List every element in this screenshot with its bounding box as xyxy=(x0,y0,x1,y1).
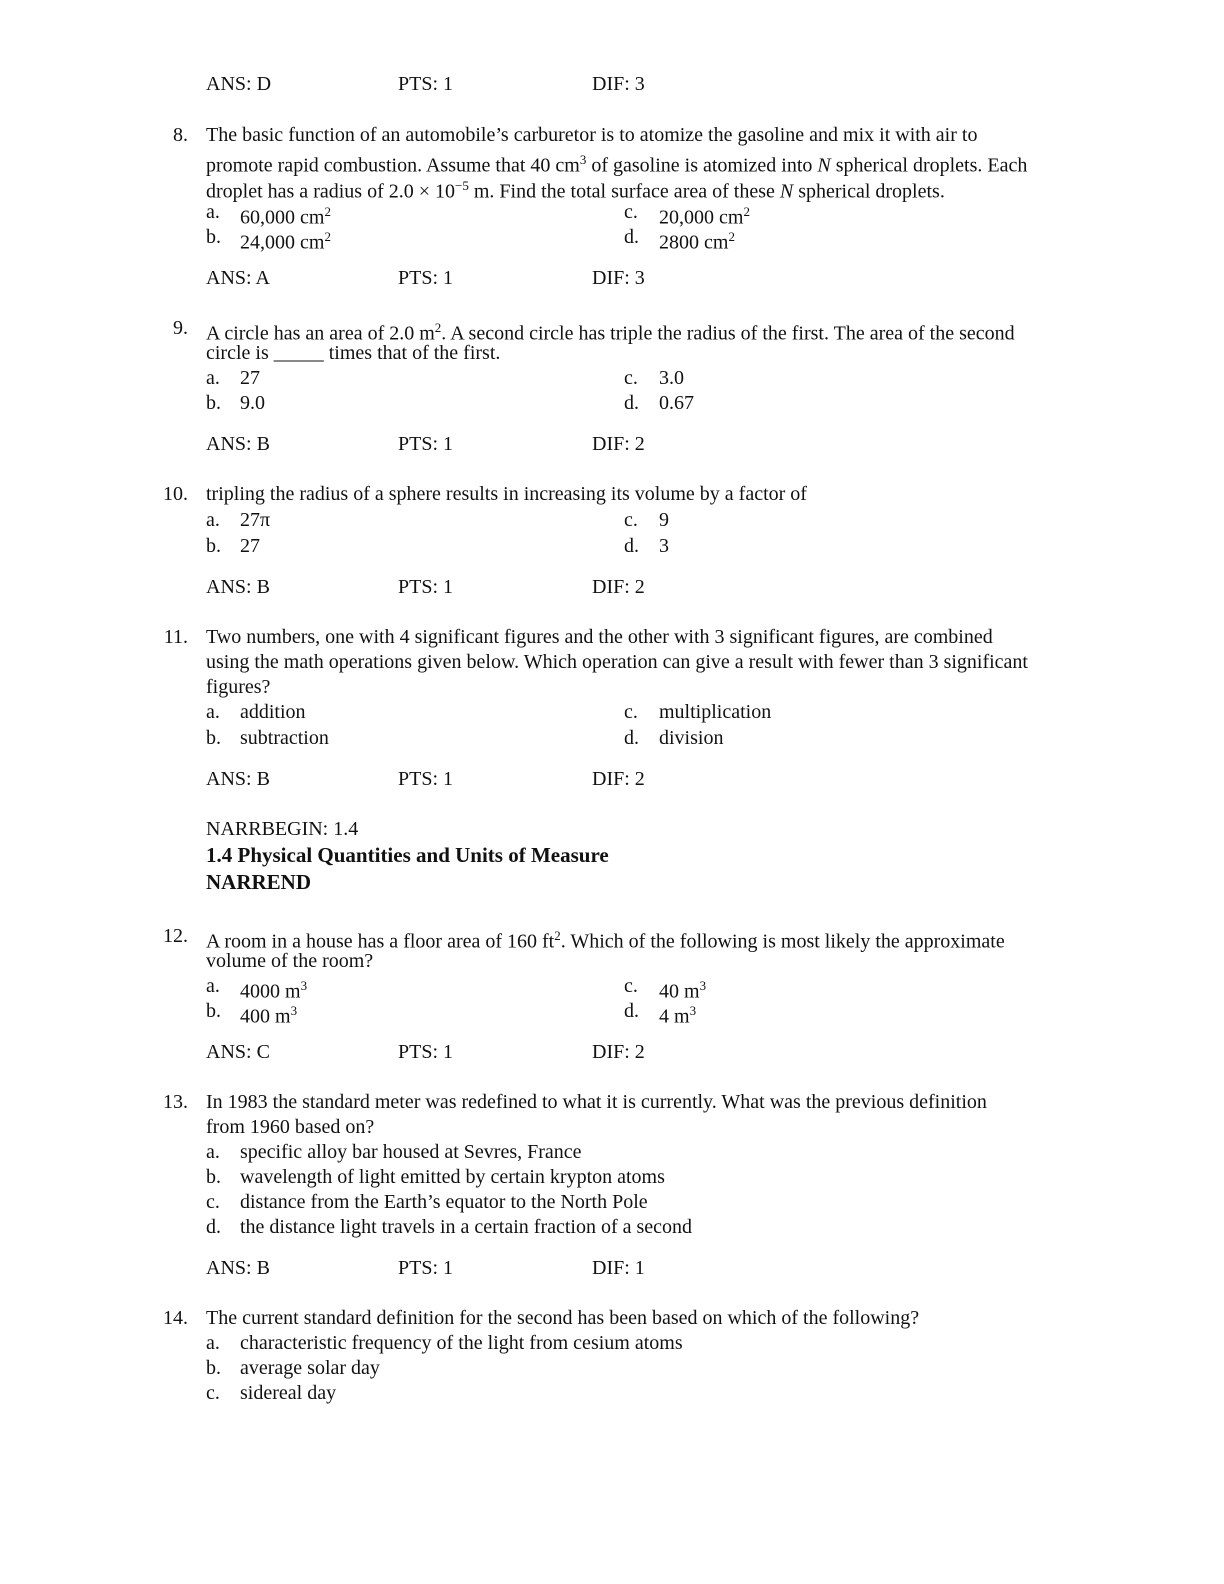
narrative-end: NARREND xyxy=(206,870,311,894)
option-letter: a. xyxy=(206,509,220,531)
points-value: PTS: 1 xyxy=(398,1257,454,1279)
option-text: addition xyxy=(240,701,306,723)
option-text: wavelength of light emitted by certain krypton atoms xyxy=(240,1166,665,1188)
option-letter: b. xyxy=(206,1357,221,1379)
question-stem: Two numbers, one with 4 significant figures and the other with 3 significant figures, are combined xyxy=(206,626,993,648)
option-text: 0.67 xyxy=(659,392,694,414)
option-letter: b. xyxy=(206,1000,221,1022)
option-letter: b. xyxy=(206,226,221,248)
question-number: 8. xyxy=(173,124,188,146)
option-text: sidereal day xyxy=(240,1382,337,1404)
points-value: PTS: 1 xyxy=(398,768,454,790)
option-letter: a. xyxy=(206,975,220,997)
option-text: multiplication xyxy=(659,701,772,723)
option-letter: a. xyxy=(206,701,220,723)
points-value: PTS: 1 xyxy=(398,433,454,455)
option-letter: d. xyxy=(624,727,639,749)
option-text: 24,000 $cm^2$ xyxy=(240,229,331,254)
option-text: average solar day xyxy=(240,1357,380,1379)
answer-key: ANS: A xyxy=(206,267,270,289)
option-letter: c. xyxy=(206,1382,220,1404)
difficulty-value: DIF: 2 xyxy=(592,433,645,455)
option-letter: b. xyxy=(206,392,221,414)
question-stem: The current standard definition for the second has been based on which of the following? xyxy=(206,1307,920,1329)
difficulty-value: DIF: 2 xyxy=(592,576,645,598)
option-letter: a. xyxy=(206,367,220,389)
option-text: distance from the Earth’s equator to the North Pole xyxy=(240,1191,648,1213)
difficulty-value: DIF: 1 xyxy=(592,1257,645,1279)
answer-key: ANS: B xyxy=(206,1257,270,1279)
option-text: subtraction xyxy=(240,727,329,749)
difficulty-value: DIF: 3 xyxy=(592,267,645,289)
option-letter: b. xyxy=(206,535,221,557)
option-letter: d. xyxy=(206,1216,221,1238)
question-number: 12. xyxy=(163,925,188,947)
points-value: PTS: 1 xyxy=(398,576,454,598)
option-text: 27 xyxy=(240,535,260,557)
option-text: 40 $m^3$ xyxy=(659,978,707,1003)
question-stem: promote rapid combustion. Assume that 40 $cm^3$ of gasoline is atomized into N spherical droplets. Each xyxy=(206,152,1028,177)
question-stem: volume of the room? xyxy=(206,950,374,972)
option-letter: b. xyxy=(206,1166,221,1188)
option-letter: c. xyxy=(206,1191,220,1213)
option-text: 3 xyxy=(659,535,669,557)
points-value: PTS: 1 xyxy=(398,267,454,289)
option-text: 27 xyxy=(240,367,260,389)
question-stem: tripling the radius of a sphere results in increasing its volume by a factor of xyxy=(206,483,807,505)
option-letter: c. xyxy=(624,509,638,531)
difficulty-value: DIF: 2 xyxy=(592,1041,645,1063)
difficulty-value: DIF: 2 xyxy=(592,768,645,790)
option-letter: d. xyxy=(624,392,639,414)
option-text: the distance light travels in a certain fraction of a second xyxy=(240,1216,693,1238)
option-text: 60,000 $cm^2$ xyxy=(240,204,331,229)
question-number: 11. xyxy=(163,626,188,648)
question-stem: The basic function of an automobile’s carburetor is to atomize the gasoline and mix it with air to xyxy=(206,124,978,146)
question-stem: using the math operations given below. Which operation can give a result with fewer than 3 significant xyxy=(206,651,1028,673)
question-stem: In 1983 the standard meter was redefined to what it is currently. What was the previous definition xyxy=(206,1091,987,1113)
option-text: 9.0 xyxy=(240,392,265,414)
answer-key: ANS: D xyxy=(206,73,272,95)
option-letter: c. xyxy=(624,701,638,723)
option-letter: d. xyxy=(624,1000,639,1022)
option-letter: c. xyxy=(624,975,638,997)
question-stem: droplet has a radius of $2.0 \times 10^{-5}$ m. Find the total surface area of these N spherical droplets. xyxy=(206,178,945,203)
question-stem: A circle has an area of 2.0 $m^2$. A second circle has triple the radius of the first. The area of the second xyxy=(206,320,1015,345)
option-text: 2800 $cm^2$ xyxy=(659,229,735,254)
option-letter: c. xyxy=(624,367,638,389)
option-text: 4 $m^3$ xyxy=(659,1003,697,1028)
option-letter: d. xyxy=(624,535,639,557)
option-letter: b. xyxy=(206,727,221,749)
option-letter: c. xyxy=(624,201,638,223)
option-text: specific alloy bar housed at Sevres, France xyxy=(240,1141,582,1163)
question-stem: circle is _____ times that of the first. xyxy=(206,342,501,364)
answer-key: ANS: B xyxy=(206,576,270,598)
option-letter: d. xyxy=(624,226,639,248)
question-stem: A room in a house has a floor area of 160 $ft^2$. Which of the following is most likely the approximate xyxy=(206,928,1005,953)
question-number: 9. xyxy=(173,317,188,339)
narrative-begin: NARRBEGIN: 1.4 xyxy=(206,818,359,840)
option-letter: a. xyxy=(206,1141,220,1163)
option-text: 4000 $m^3$ xyxy=(240,978,308,1003)
option-text: 27π xyxy=(240,509,271,531)
question-number: 10. xyxy=(163,483,188,505)
answer-key: ANS: B xyxy=(206,433,270,455)
option-text: characteristic frequency of the light from cesium atoms xyxy=(240,1332,683,1354)
question-number: 14. xyxy=(163,1307,188,1329)
option-text: 9 xyxy=(659,509,669,531)
points-value: PTS: 1 xyxy=(398,73,454,95)
answer-key: ANS: C xyxy=(206,1041,270,1063)
option-text: 20,000 $cm^2$ xyxy=(659,204,750,229)
points-value: PTS: 1 xyxy=(398,1041,454,1063)
option-text: 400 $m^3$ xyxy=(240,1003,298,1028)
answer-key: ANS: B xyxy=(206,768,270,790)
question-number: 13. xyxy=(163,1091,188,1113)
question-stem: from 1960 based on? xyxy=(206,1116,375,1138)
difficulty-value: DIF: 3 xyxy=(592,73,645,95)
question-stem: figures? xyxy=(206,676,271,698)
option-text: 3.0 xyxy=(659,367,684,389)
option-text: division xyxy=(659,727,724,749)
option-letter: a. xyxy=(206,201,220,223)
section-title: 1.4 Physical Quantities and Units of Measure xyxy=(206,843,609,867)
option-letter: a. xyxy=(206,1332,220,1354)
